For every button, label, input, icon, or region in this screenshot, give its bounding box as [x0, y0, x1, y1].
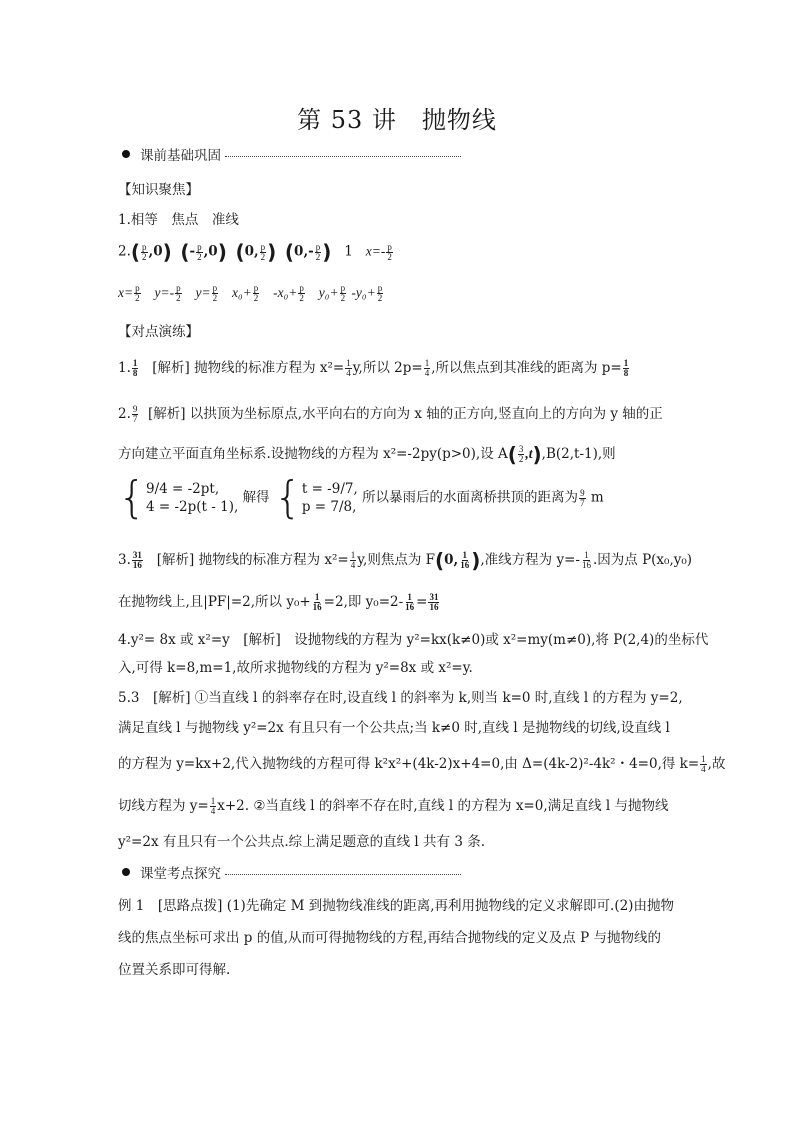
page-title: 第 53 讲 抛物线: [297, 106, 497, 134]
practice-item-3-line-1: 3. $\frac{31}{16}$ [解析] 抛物线的标准方程为 x²= $\frac{1}{4}$ y,则焦点为 F(0, $\frac{1}{16}$ ),准线方程为 y=- $\frac{1}{16}$ .因为点 P(x₀,y₀): [118, 548, 693, 573]
example-1-line-2: 线的焦点坐标可求出 p 的值,从而可得抛物线的方程,再结合抛物线的定义及点 P 与抛物线的: [118, 930, 661, 946]
practice-item-3-line-2: 在抛物线上,且|PF|=2,所以 y₀+ $\frac{1}{16}$ =2,即 y₀=2- $\frac{1}{16}$ = $\frac{31}{16}$: [118, 592, 439, 612]
bullet-icon: [122, 150, 130, 158]
practice-item-4-line-1: 4.y²= 8x 或 x²=y [解析] 设抛物线的方程为 y²=kx(k≠0)或 x²=my(m≠0),将 P(2,4)的坐标代: [118, 632, 709, 648]
knowledge-item-2: 2.( $\frac{p}{2}$ ,0) (- $\frac{p}{2}$ ,0) (0, $\frac{p}{2}$ ) (0,- $\frac{p}{2}$ ) 1 x=- $\frac{p}{2}$: [118, 240, 392, 264]
practice-item-2-line-3: { 9/4 = -2pt, 4 = -2p(t - 1), 解得 { t = -9/7, p = 7/8, 所以暴雨后的水面离桥拱顶的距离为 $\frac{9}{7}$ m: [118, 472, 604, 523]
section-header-pre: [122, 144, 461, 164]
heading-knowledge: 【知识聚焦】: [118, 182, 199, 198]
practice-item-5-line-5: y²=2x 有且只有一个公共点.综上满足题意的直线 l 共有 3 条.: [118, 834, 485, 850]
practice-item-4-line-2: 入,可得 k=8,m=1,故所求抛物线的方程为 y²=8x 或 x²=y.: [118, 660, 473, 676]
example-1-line-3: 位置关系即可得解.: [118, 962, 231, 978]
practice-item-5-line-1: 5.3 [解析] ①当直线 l 的斜率存在时,设直线 l 的斜率为 k,则当 k=0 时,直线 l 的方程为 y=2,: [118, 690, 683, 706]
practice-item-5-line-3: 的方程为 y=kx+2,代入抛物线的方程可得 k²x²+(4k-2)x+4=0,由 Δ=(4k-2)²-4k²・4=0,得 k= $\frac{1}{4}$ ,故: [118, 754, 726, 774]
example-1-line-1: 例 1 [思路点拨] (1)先确定 M 到抛物线准线的距离,再利用抛物线的定义求解即可.(2)由抛物: [118, 898, 674, 914]
section-header-class: [122, 862, 461, 882]
section-title-pre: 课前基础巩固: [140, 148, 221, 164]
practice-item-1: 1. $\frac{1}{8}$ [解析] 抛物线的标准方程为 x²= $\frac{1}{4}$ y,所以 2p= $\frac{1}{4}$ ,所以焦点到其准线的距离为 p= $\frac{1}{8}$: [118, 358, 629, 378]
knowledge-item-3: x= $\frac{p}{2}$ y=- $\frac{p}{2}$ y= $\frac{p}{2}$ x₀+ $\frac{p}{2}$ -x₀+ $\frac{p}{2}$ y₀+ $\frac{p}{2}$ -y₀+ $\frac{p}{2}$: [118, 283, 383, 303]
knowledge-item-1: 1.相等 焦点 准线: [118, 212, 239, 228]
practice-item-2-line-2: 方向建立平面直角坐标系.设抛物线的方程为 x²=-2py(p>0),设 A( $\frac{3}{2}$ ,t),B(2,t-1),则: [118, 442, 616, 467]
practice-item-5-line-4: 切线方程为 y= $\frac{1}{4}$ x+2. ②当直线 l 的斜率不存在时,直线 l 的方程为 x=0,满足直线 l 与抛物线: [118, 796, 669, 816]
bullet-icon: [122, 868, 130, 876]
heading-practice: 【对点演练】: [118, 324, 199, 340]
practice-item-2-line-1: 2. $\frac{9}{7}$ [解析] 以拱顶为坐标原点,水平向右的方向为 x 轴的正方向,竖直向上的方向为 y 轴的正: [118, 404, 663, 424]
equation-system-1: { 9/4 = -2pt, 4 = -2p(t - 1),: [118, 472, 239, 523]
practice-item-5-line-2: 满足直线 l 与抛物线 y²=2x 有且只有一个公共点;当 k≠0 时,直线 l 是抛物线的切线,设直线 l: [118, 720, 670, 736]
section-title-class: 课堂考点探究: [140, 866, 221, 882]
dotted-rule: [225, 156, 461, 157]
equation-system-2: { t = -9/7, p = 7/8,: [273, 472, 358, 523]
dotted-rule: [225, 874, 461, 875]
